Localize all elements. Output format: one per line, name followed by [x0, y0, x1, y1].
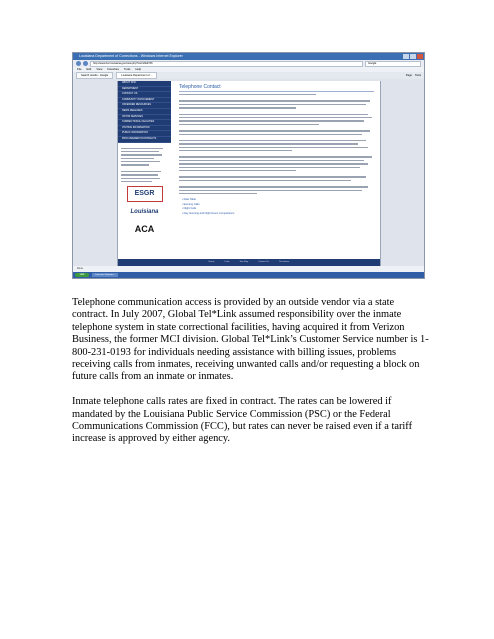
site-main-content	[173, 81, 380, 266]
aca-logo[interactable]: ACA	[134, 224, 155, 235]
address-field[interactable]: http://www.doc.louisiana.gov/view.php?cat=2&id=56	[90, 61, 363, 67]
link-night-calls[interactable]: • Night Calls	[182, 207, 197, 211]
page-title: Telephone Contact	[179, 84, 374, 92]
site-footer	[118, 259, 380, 266]
paragraph-vendor: Telephone communication access is provided by an outside vendor via a state contract. In July 2007, Global Tel*Link assumed responsibility over the inmate telephone system in state correctional facilities, having acquired it from Verizon Business, the former MCI division. Global Tel*Link’s Customer Service number is 1-800-231-0193 for individuals needing assistance with billing issues, problems receiving calls from inmates, receiving unwanted calls and/or requesting a block on future calls from an inmate or inmates.	[72, 297, 429, 383]
tab-doc-site[interactable]: Louisiana Department of ...	[116, 72, 157, 79]
paragraph-rates: Inmate telephone calls rates are fixed in contract. The rates can be lowered if mandated by the Louisiana Public Service Commission (PSC) or the Federal Communications Commission (FCC), but rates can never be raised even if a tariff increase is approved by either agency.	[72, 396, 413, 445]
menu-favorites[interactable]: Favorites	[107, 67, 119, 71]
start-button[interactable]: start	[75, 273, 89, 277]
window-titlebar	[73, 53, 424, 60]
tab-search-results[interactable]: Search results - Google	[76, 72, 113, 79]
page-text-block	[179, 94, 374, 194]
esgr-logo[interactable]: ESGR	[127, 186, 163, 202]
search-field[interactable]: Google	[365, 61, 421, 67]
minimize-icon[interactable]	[403, 54, 409, 59]
footer-link[interactable]: Contact Us	[258, 261, 270, 263]
status-bar: Done	[73, 266, 424, 272]
maximize-icon[interactable]	[410, 54, 416, 59]
back-icon[interactable]	[76, 61, 81, 66]
taskbar-window-button[interactable]: Louisiana Departm...	[92, 273, 118, 277]
taskbar	[73, 272, 424, 278]
page-menu[interactable]: Page	[405, 74, 412, 77]
link-evening-calls[interactable]: • Evening Calls	[182, 202, 200, 206]
tools-menu[interactable]: Tools	[414, 74, 421, 77]
site-sidebar	[118, 81, 171, 266]
link-hours-comparison[interactable]: • Day, Evening and Night Hours Comparisons	[182, 211, 235, 215]
side-nav-item[interactable]: ABOUT DOC	[118, 81, 171, 87]
side-nav-item[interactable]: CORRECTIONAL FACILITIES	[118, 120, 171, 126]
side-nav-item[interactable]: VICTIM SERVICES	[118, 115, 171, 121]
menu-help[interactable]: Help	[135, 67, 142, 71]
menu-file[interactable]: File	[77, 67, 82, 71]
side-nav-item[interactable]: PUBLIC INFORMATION	[118, 131, 171, 137]
close-icon[interactable]	[417, 54, 423, 59]
document-body	[72, 297, 432, 458]
side-nav-item[interactable]: PROCUREMENT/CONTRACTS	[118, 137, 171, 143]
window-title: Louisiana Department of Corrections - Windows Internet Explorer	[79, 54, 183, 58]
side-nav-item[interactable]: OFFENDER RESOURCES	[118, 103, 171, 109]
side-nav-item[interactable]: VISITING INFORMATION	[118, 126, 171, 132]
louisiana-logo[interactable]: Louisiana	[130, 209, 159, 216]
rate-links	[179, 198, 374, 216]
embedded-browser-screenshot	[72, 52, 425, 279]
footer-link[interactable]: Home	[208, 261, 215, 263]
forward-icon[interactable]	[83, 61, 88, 66]
website-page	[117, 81, 381, 266]
address-bar-row	[73, 60, 424, 67]
sidebar-blurb	[118, 143, 171, 183]
footer-link[interactable]: Links	[224, 261, 230, 263]
side-nav-item[interactable]: NEWS RELEASES	[118, 109, 171, 115]
side-nav-item[interactable]: COMMUNITY INVOLVEMENT	[118, 98, 171, 104]
side-nav	[118, 81, 171, 143]
link-rate-table[interactable]: • Rate Table	[182, 198, 196, 202]
tab-strip	[73, 72, 424, 79]
menu-tools[interactable]: Tools	[123, 67, 131, 71]
menu-view[interactable]: View	[96, 67, 103, 71]
footer-link[interactable]: Site Map	[239, 261, 249, 263]
side-nav-item[interactable]: DEPARTMENT	[118, 87, 171, 93]
footer-link[interactable]: Disclaimer	[279, 261, 290, 263]
menu-edit[interactable]: Edit	[86, 67, 92, 71]
side-nav-item[interactable]: CONTACT US	[118, 92, 171, 98]
browser-viewport	[73, 79, 424, 266]
